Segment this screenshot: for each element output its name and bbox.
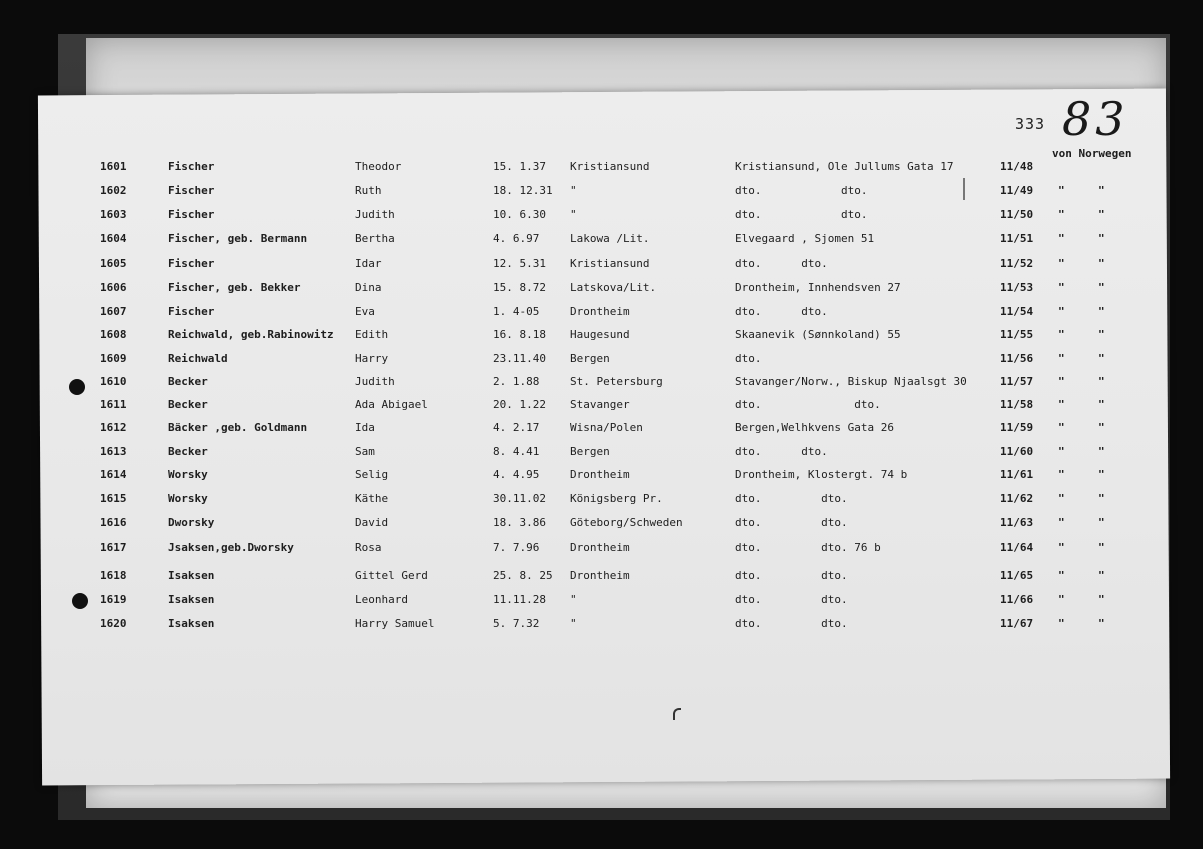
origin-from: " [1058, 569, 1065, 582]
table-row [0, 516, 1203, 538]
origin-from: " [1058, 328, 1065, 341]
table-row [0, 492, 1203, 514]
table-row [0, 305, 1203, 327]
origin-from: " [1058, 208, 1065, 221]
origin-country: " [1098, 328, 1105, 341]
birthplace: " [570, 593, 577, 606]
record-number: 1615 [100, 492, 127, 505]
first-name: Judith [355, 208, 395, 221]
first-name: Theodor [355, 160, 402, 173]
origin-country: " [1098, 492, 1105, 505]
birthplace: Drontheim [570, 541, 630, 554]
table-row [0, 398, 1203, 420]
origin-country: " [1098, 232, 1105, 245]
table-row [0, 160, 1203, 182]
birthplace: " [570, 184, 577, 197]
birth-date: 30.11.02 [493, 492, 546, 505]
residence-address: Drontheim, Innhendsven 27 [735, 281, 901, 294]
reference-number: 11/48 [1000, 160, 1034, 173]
birth-date: 8. 4.41 [493, 445, 540, 458]
record-number: 1602 [100, 184, 127, 197]
first-name: David [355, 516, 389, 529]
first-name: Ada Abigael [355, 398, 428, 411]
record-number: 1601 [100, 160, 127, 173]
punch-hole-icon [69, 379, 85, 395]
surname: Fischer, geb. Bermann [168, 232, 308, 245]
record-number: 1617 [100, 541, 127, 554]
first-name: Harry Samuel [355, 617, 435, 630]
residence-address: dto. [735, 352, 762, 365]
record-number: 1618 [100, 569, 127, 582]
origin-country: " [1098, 445, 1105, 458]
surname: Bäcker ,geb. Goldmann [168, 421, 308, 434]
column-header-origin: von Norwegen [1052, 147, 1132, 160]
birth-date: 5. 7.32 [493, 617, 540, 630]
origin-from: " [1058, 184, 1065, 197]
origin-country: " [1098, 617, 1105, 630]
surname: Isaksen [168, 617, 215, 630]
birthplace: Kristiansund [570, 160, 650, 173]
residence-address: Kristiansund, Ole Jullums Gata 17 [735, 160, 954, 173]
first-name: Leonhard [355, 593, 408, 606]
record-number: 1605 [100, 257, 127, 270]
first-name: Edith [355, 328, 389, 341]
record-number: 1609 [100, 352, 127, 365]
residence-address: dto. dto. [735, 305, 828, 318]
birth-date: 2. 1.88 [493, 375, 540, 388]
reference-number: 11/61 [1000, 468, 1034, 481]
first-name: Judith [355, 375, 395, 388]
table-row [0, 541, 1203, 563]
handwritten-number: 83 [1062, 92, 1129, 146]
residence-address: Bergen,Welhkvens Gata 26 [735, 421, 894, 434]
first-name: Selig [355, 468, 389, 481]
residence-address: dto. dto. [735, 492, 848, 505]
reference-number: 11/65 [1000, 569, 1034, 582]
birth-date: 23.11.40 [493, 352, 546, 365]
first-name: Rosa [355, 541, 382, 554]
surname: Dworsky [168, 516, 215, 529]
origin-country: " [1098, 184, 1105, 197]
origin-country: " [1098, 375, 1105, 388]
origin-from: " [1058, 352, 1065, 365]
birth-date: 15. 1.37 [493, 160, 546, 173]
reference-number: 11/50 [1000, 208, 1034, 221]
table-row [0, 421, 1203, 443]
pen-mark [673, 708, 681, 720]
origin-from: " [1058, 468, 1065, 481]
origin-country: " [1098, 421, 1105, 434]
reference-number: 11/60 [1000, 445, 1034, 458]
reference-number: 11/63 [1000, 516, 1034, 529]
origin-from: " [1058, 398, 1065, 411]
birthplace: Lakowa /Lit. [570, 232, 650, 245]
table-row [0, 257, 1203, 279]
reference-number: 11/51 [1000, 232, 1034, 245]
surname: Fischer [168, 208, 215, 221]
table-row [0, 352, 1203, 374]
origin-country: " [1098, 257, 1105, 270]
birth-date: 1. 4-05 [493, 305, 540, 318]
origin-from: " [1058, 281, 1065, 294]
table-row [0, 593, 1203, 615]
residence-address: dto. dto. [735, 569, 848, 582]
surname: Becker [168, 445, 208, 458]
record-number: 1606 [100, 281, 127, 294]
reference-number: 11/59 [1000, 421, 1034, 434]
origin-country: " [1098, 593, 1105, 606]
residence-address: dto. dto. [735, 593, 848, 606]
birth-date: 4. 2.17 [493, 421, 540, 434]
page-number: 333 [1015, 115, 1046, 133]
origin-country: " [1098, 305, 1105, 318]
surname: Becker [168, 375, 208, 388]
table-row [0, 468, 1203, 490]
origin-from: " [1058, 232, 1065, 245]
surname: Isaksen [168, 593, 215, 606]
record-number: 1611 [100, 398, 127, 411]
reference-number: 11/58 [1000, 398, 1034, 411]
first-name: Harry [355, 352, 389, 365]
first-name: Bertha [355, 232, 395, 245]
record-number: 1612 [100, 421, 127, 434]
residence-address: Elvegaard , Sjomen 51 [735, 232, 875, 245]
first-name: Sam [355, 445, 375, 458]
surname: Becker [168, 398, 208, 411]
birth-date: 12. 5.31 [493, 257, 546, 270]
origin-country: " [1098, 398, 1105, 411]
reference-number: 11/56 [1000, 352, 1034, 365]
origin-from: " [1058, 305, 1065, 318]
record-number: 1608 [100, 328, 127, 341]
birthplace: " [570, 208, 577, 221]
table-row [0, 232, 1203, 254]
table-row [0, 184, 1203, 206]
birth-date: 10. 6.30 [493, 208, 546, 221]
birthplace: Drontheim [570, 468, 630, 481]
surname: Reichwald, geb.Rabinowitz [168, 328, 334, 341]
first-name: Eva [355, 305, 375, 318]
table-row [0, 328, 1203, 350]
origin-from: " [1058, 421, 1065, 434]
origin-country: " [1098, 352, 1105, 365]
record-number: 1603 [100, 208, 127, 221]
birthplace: Wisna/Polen [570, 421, 643, 434]
reference-number: 11/53 [1000, 281, 1034, 294]
birth-date: 4. 4.95 [493, 468, 540, 481]
birth-date: 18. 3.86 [493, 516, 546, 529]
reference-number: 11/55 [1000, 328, 1034, 341]
birth-date: 7. 7.96 [493, 541, 540, 554]
origin-from: " [1058, 617, 1065, 630]
origin-from: " [1058, 516, 1065, 529]
origin-from: " [1058, 492, 1065, 505]
table-row [0, 281, 1203, 303]
birthplace: Haugesund [570, 328, 630, 341]
residence-address: Skaanevik (Sønnkoland) 55 [735, 328, 901, 341]
surname: Worsky [168, 492, 208, 505]
origin-from: " [1058, 375, 1065, 388]
birth-date: 20. 1.22 [493, 398, 546, 411]
record-number: 1616 [100, 516, 127, 529]
surname: Isaksen [168, 569, 215, 582]
first-name: Dina [355, 281, 382, 294]
birth-date: 11.11.28 [493, 593, 546, 606]
birthplace: " [570, 617, 577, 630]
residence-address: Drontheim, Klostergt. 74 b [735, 468, 908, 481]
table-row [0, 208, 1203, 230]
surname: Reichwald [168, 352, 228, 365]
origin-from: " [1058, 445, 1065, 458]
birth-date: 18. 12.31 [493, 184, 553, 197]
residence-address: dto. dto. 76 b [735, 541, 881, 554]
origin-country: " [1098, 516, 1105, 529]
first-name: Gittel Gerd [355, 569, 428, 582]
first-name: Idar [355, 257, 382, 270]
first-name: Käthe [355, 492, 389, 505]
reference-number: 11/57 [1000, 375, 1034, 388]
birth-date: 25. 8. 25 [493, 569, 553, 582]
birthplace: Bergen [570, 352, 610, 365]
record-number: 1610 [100, 375, 127, 388]
reference-number: 11/67 [1000, 617, 1034, 630]
surname: Fischer, geb. Bekker [168, 281, 301, 294]
surname: Fischer [168, 184, 215, 197]
surname: Jsaksen,geb.Dworsky [168, 541, 294, 554]
punch-hole-icon [72, 593, 88, 609]
origin-country: " [1098, 281, 1105, 294]
birthplace: Bergen [570, 445, 610, 458]
table-row [0, 445, 1203, 467]
residence-address: dto. dto. [735, 445, 828, 458]
origin-country: " [1098, 208, 1105, 221]
record-number: 1619 [100, 593, 127, 606]
surname: Fischer [168, 257, 215, 270]
birthplace: Stavanger [570, 398, 630, 411]
origin-country: " [1098, 569, 1105, 582]
birth-date: 15. 8.72 [493, 281, 546, 294]
residence-address: dto. dto. [735, 208, 868, 221]
surname: Fischer [168, 160, 215, 173]
residence-address: dto. dto. [735, 398, 881, 411]
origin-from: " [1058, 541, 1065, 554]
table-row [0, 569, 1203, 591]
residence-address: dto. dto. [735, 617, 848, 630]
record-number: 1614 [100, 468, 127, 481]
surname: Worsky [168, 468, 208, 481]
reference-number: 11/64 [1000, 541, 1034, 554]
birth-date: 16. 8.18 [493, 328, 546, 341]
scratch-mark [963, 178, 965, 200]
reference-number: 11/54 [1000, 305, 1034, 318]
residence-address: Stavanger/Norw., Biskup Njaalsgt 30 [735, 375, 967, 388]
birthplace: Drontheim [570, 305, 630, 318]
table-row [0, 375, 1203, 397]
residence-address: dto. dto. [735, 184, 868, 197]
residence-address: dto. dto. [735, 257, 828, 270]
record-number: 1620 [100, 617, 127, 630]
birthplace: Göteborg/Schweden [570, 516, 683, 529]
origin-country: " [1098, 468, 1105, 481]
birthplace: St. Petersburg [570, 375, 663, 388]
residence-address: dto. dto. [735, 516, 848, 529]
birthplace: Latskova/Lit. [570, 281, 657, 294]
birthplace: Königsberg Pr. [570, 492, 663, 505]
birth-date: 4. 6.97 [493, 232, 540, 245]
record-number: 1607 [100, 305, 127, 318]
record-number: 1604 [100, 232, 127, 245]
reference-number: 11/49 [1000, 184, 1034, 197]
reference-number: 11/62 [1000, 492, 1034, 505]
origin-from: " [1058, 257, 1065, 270]
record-number: 1613 [100, 445, 127, 458]
origin-country: " [1098, 541, 1105, 554]
first-name: Ida [355, 421, 375, 434]
birthplace: Drontheim [570, 569, 630, 582]
table-row [0, 617, 1203, 639]
first-name: Ruth [355, 184, 382, 197]
surname: Fischer [168, 305, 215, 318]
birthplace: Kristiansund [570, 257, 650, 270]
reference-number: 11/52 [1000, 257, 1034, 270]
reference-number: 11/66 [1000, 593, 1034, 606]
origin-from: " [1058, 593, 1065, 606]
